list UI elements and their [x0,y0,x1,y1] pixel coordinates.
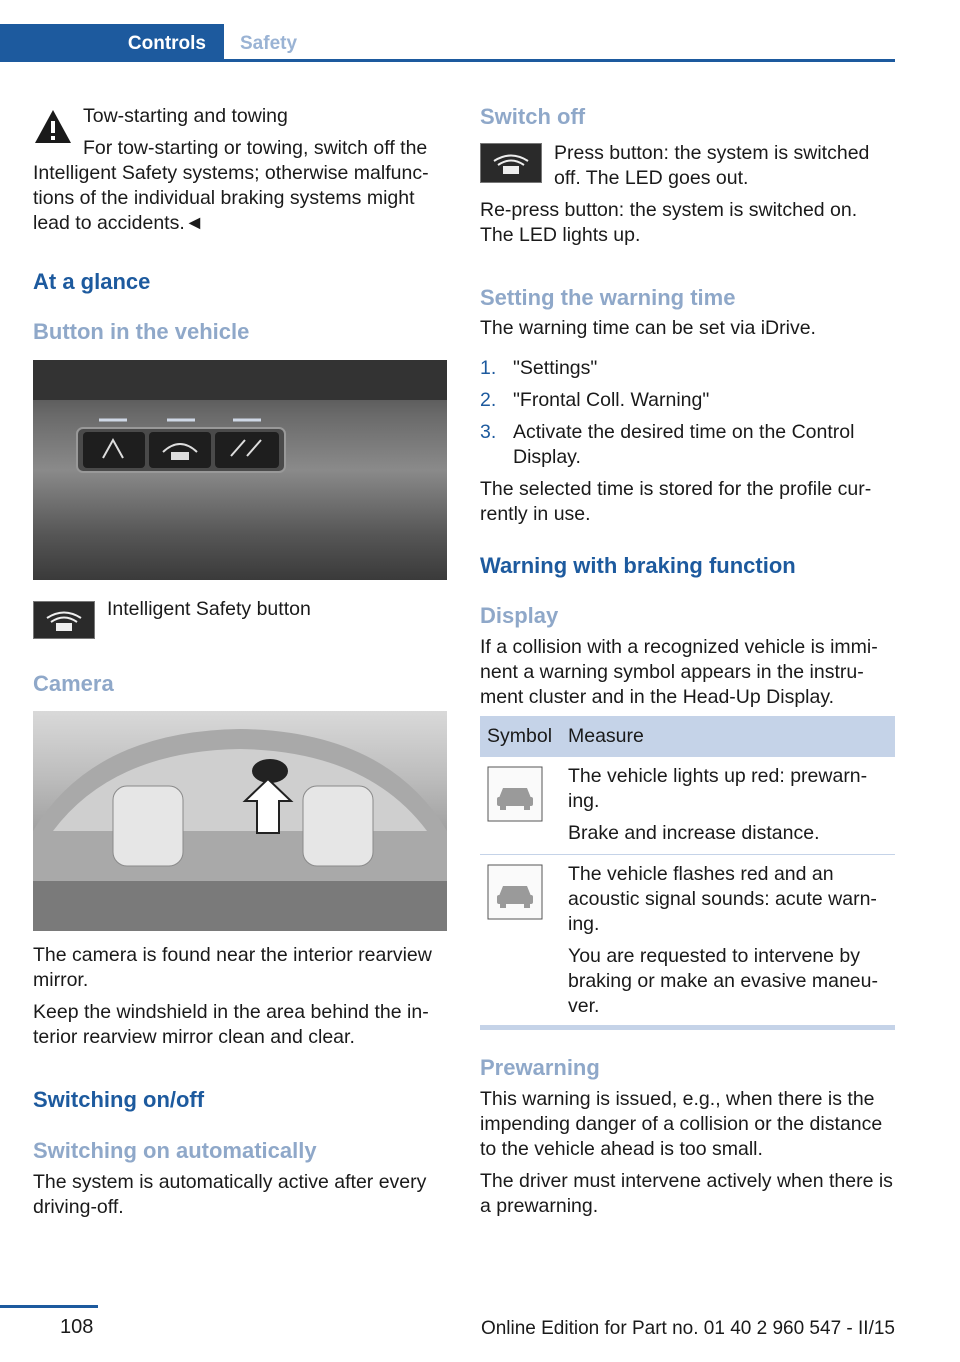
edition-text: Online Edition for Part no. 01 40 2 960 547 - II/15 [480,1318,895,1339]
step-text: "Settings" [513,357,598,379]
row2-measure-1: The vehicle flashes red and an acoustic signal sounds: acute warn-ing. [568,863,877,935]
camera-text-1: The camera is found near the interior rearview mirror. [33,944,432,991]
page-number: 108 [60,1316,94,1338]
warning-text-first: For tow-starting or towing, switch off the [83,137,428,159]
intelligent-safety-button-icon [33,601,95,639]
warning-triangle-icon [33,107,73,147]
step-number: 1. [480,357,497,379]
list-item [480,388,895,420]
heading-display: Display [480,603,559,628]
intelligent-safety-button-icon-2 [480,143,542,183]
heading-button-in-vehicle: Button in the vehicle [33,319,250,344]
row1-measure-1: The vehicle lights up red: prewarn-ing. [568,765,868,812]
vehicle-acute-warning-icon [487,864,543,920]
repress-text: Re-press button: the system is switched on. The LED lights up. [480,199,858,246]
heading-switching-on-off: Switching on/off [33,1087,205,1112]
display-text: If a collision with a recognized vehicle is immi-nent a warning symbol appears in the instru-ment cluster and in the Head-Up Display. [480,636,878,708]
switch-auto-text: The system is automatically active after every driving-off. [33,1171,427,1218]
table-bottom-rule [480,1025,895,1030]
step-number: 2. [480,389,497,411]
vehicle-warning-icon [487,766,543,822]
button-photo [33,360,447,580]
table-header [480,716,895,757]
switch-off-text: Press button: the system is switched off. The LED goes out. [554,142,870,189]
step-number: 3. [480,421,497,443]
warning-text: Intelligent Safety systems; otherwise malfunc-tions of the individual braking systems might lead to accidents.◄ [33,162,429,234]
heading-setting-warning-time: Setting the warning time [480,285,736,310]
stored-text: The selected time is stored for the profile cur-rently in use. [480,478,872,525]
col-measure: Measure [568,725,644,747]
col-symbol: Symbol [487,725,553,747]
tab-safety[interactable]: Safety [240,32,298,54]
row2-measure-2: You are requested to intervene by braking or make an evasive maneu-ver. [568,945,878,1017]
table-row [480,855,895,1025]
footer-rule [0,1305,98,1308]
prewarning-text-1: This warning is issued, e.g., when there is the impending danger of a collision or the distance to the vehicle ahead is too small. [480,1088,883,1160]
warning-title: Tow-starting and towing [83,105,288,127]
tab-controls[interactable]: Controls [0,24,224,62]
table-row [480,757,895,855]
heading-warning-braking: Warning with braking function [480,553,796,578]
camera-text-2: Keep the windshield in the area behind the in-terior rearview mirror clean and clear. [33,1001,429,1048]
list-item [480,356,895,388]
step-text: Activate the desired time on the Control Display. [513,421,855,468]
prewarning-text-2: The driver must intervene actively when there is a prewarning. [480,1170,893,1217]
list-item [480,420,895,476]
warning-time-text: The warning time can be set via iDrive. [480,317,816,339]
heading-camera: Camera [33,671,114,696]
button-caption: Intelligent Safety button [107,598,311,620]
steps-list [480,356,895,476]
camera-photo [33,711,447,931]
row1-measure-2: Brake and increase distance. [568,822,820,844]
heading-prewarning: Prewarning [480,1055,600,1080]
heading-at-a-glance: At a glance [33,269,151,294]
step-text: "Frontal Coll. Warning" [513,389,710,411]
heading-switch-off: Switch off [480,104,586,129]
heading-switching-on-automatically: Switching on automatically [33,1138,317,1163]
